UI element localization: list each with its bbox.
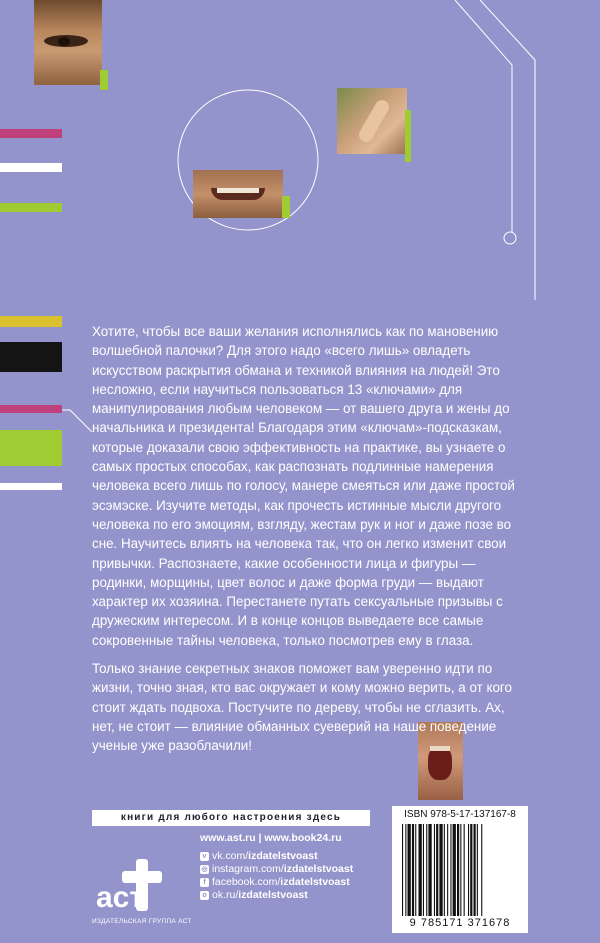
ok-icon: о (200, 891, 209, 900)
barcode-bar (453, 824, 456, 916)
barcode-bar (426, 824, 427, 916)
barcode-bar (419, 824, 422, 916)
tagline-banner: книги для любого настроения здесь (92, 810, 370, 826)
barcode-bar (428, 824, 431, 916)
eye-photo (34, 0, 102, 85)
barcode-bar (436, 824, 438, 916)
social-link-vk[interactable]: v vk.com/ izdatelstvoast (200, 850, 353, 863)
smiling-mouth-photo (193, 170, 283, 218)
magenta-stripe (0, 129, 62, 138)
facebook-icon: f (200, 878, 209, 887)
white-stripe (0, 163, 62, 172)
yellow-stripe (0, 316, 62, 327)
social-link-instagram[interactable]: ◎ instagram.com/ izdatelstvoast (201, 863, 354, 875)
barcode-bar (474, 824, 476, 916)
barcode-bar (464, 824, 465, 916)
barcode-bar (439, 824, 442, 916)
barcode-number: 9 785171 371678 (409, 917, 511, 929)
publisher-links (200, 832, 353, 902)
barcode-bar (447, 824, 448, 916)
barcode-bar (457, 824, 459, 916)
lime-block (0, 430, 62, 466)
social-link-ok[interactable]: о ok.ru/ izdatelstvoast (200, 889, 353, 902)
instagram-icon: ◎ (201, 866, 208, 873)
lime-stripe (0, 203, 62, 212)
barcode-bar (408, 824, 411, 916)
barcode-bar (477, 824, 478, 916)
barcode-bar (415, 824, 416, 916)
website-links[interactable]: www.ast.ru | www.book24.ru (200, 832, 342, 844)
barcode-bar (402, 824, 403, 916)
barcode-bar (470, 824, 472, 916)
book-description (92, 322, 524, 765)
description-paragraph-2: Только знание секретных знаков поможет вам уверенно идти по жизни, точно зная, кто вас окружает и кому можно верить, а от кого стоит ждать подвоха. Постучите по дереву, чтобы не сглазить. Ах, нет, не стоит — влияние обманных суеверий на наше поведение ученые уже разоблачили! (92, 661, 512, 754)
white-stripe-2 (0, 483, 62, 490)
description-paragraph-1: Хотите, чтобы все ваши желания исполнялись как по мановению волшебной палочки? Для этого надо «всего лишь» овладеть искусством раскрытия обмана и техникой влияния на людей! Это несложно, если научиться пользоваться 13 «ключами» для манипулирования любым человеком — от вашего друга и жены до начальника и президента! Благодаря этим «ключам»-подсказкам, которые доказали свою эффективность на практике, вы узнаете о самых простых способах, как распознать подлинные намерения человека всего лишь по голосу, манере смеяться или даже простой эсэмэске. Изучите методы, как прочесть истинные мысли другого человека по его эмоциям, взгляду, жестам рук и ног и даже позе во сне. Научитесь влиять на человека так, что он легко изменит свои привычки. Распознаете, какие особенности лица и фигуры — родинки, морщины, цвет волос и даже форма груди — выдают характер их хозяина. Перестанете путать сексуальные призывы с дружеским интересом. И в конце концов выведаете все самые сокровенные тайны человека, только посмотрев ему в глаза. (92, 324, 515, 648)
barcode-bar (450, 824, 451, 916)
barcode-bar (468, 824, 469, 916)
barcode-bar (434, 824, 435, 916)
publisher-caption: ИЗДАТЕЛЬСКАЯ ГРУППА АСТ (92, 918, 192, 925)
barcode-panel (392, 806, 528, 933)
social-link-facebook[interactable]: f facebook.com/ izdatelstvoast (200, 876, 353, 889)
magenta-stripe-2 (0, 405, 62, 413)
ast-logo-icon (92, 855, 182, 915)
logo-text: аст (96, 881, 145, 914)
black-stripe (0, 342, 62, 372)
barcode-bar (444, 824, 445, 916)
barcode-bar (405, 824, 406, 916)
barcode-bar (481, 824, 482, 916)
barcode-bar (460, 824, 461, 916)
pointing-finger-photo (337, 88, 407, 154)
isbn-label: ISBN 978-5-17-137167-8 (404, 809, 516, 820)
publisher-logo (92, 855, 192, 930)
barcode-bar (423, 824, 424, 916)
barcode-bars (402, 824, 518, 916)
barcode-bar (412, 824, 414, 916)
vk-icon: v (200, 852, 209, 861)
